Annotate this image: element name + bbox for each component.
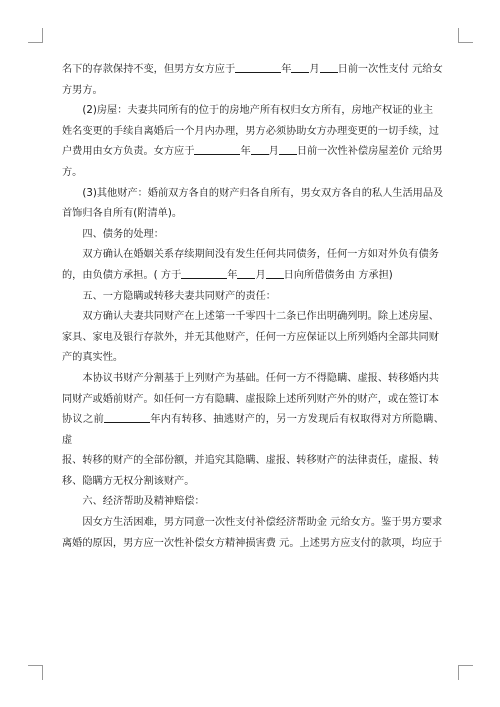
blank-month [251, 143, 269, 155]
text: 年 [227, 269, 238, 281]
text: 因女方生活困难，男方同意一次性支付补偿经济帮助金 元给女方。鉴于男方要求 [82, 517, 443, 529]
heading-debts [62, 225, 444, 246]
text: 四、债务的处理： [82, 228, 164, 240]
text: 名下的存款保持不变，但男方女方应于 [62, 64, 236, 75]
paragraph-savings [62, 60, 444, 101]
paragraph-house [62, 101, 444, 183]
text: 家具、家电及银行存款外，并无其他财产，任何一方应保证以上所列婚内全部共同财 [62, 331, 439, 343]
blank-year [181, 267, 227, 279]
crop-mark-top-right [458, 28, 473, 43]
text: (2)房屋：夫妻共同所有的位于的房地产所有权归女方所有，房地产权证的业主 [82, 105, 434, 117]
paragraph-compensation [62, 513, 444, 554]
text: 同财产或婚前财产。如任何一方有隐瞒、虚报除上述所列财产外的财产，或在签订本 [62, 393, 439, 405]
blank-year [194, 143, 240, 155]
text: 日前一次性支付 元给女 [337, 64, 443, 75]
text: 离婚的原因，男方应一次性补偿女方精神损害费 元。上述男方应支付的款项，均应于 [62, 537, 443, 549]
blank-day [320, 61, 338, 73]
heading-concealment [62, 287, 444, 308]
blank-day [266, 267, 284, 279]
crop-mark-top-left [28, 28, 43, 43]
text: 月 [255, 269, 266, 281]
text: 首饰归各自所有(附清单)。 [62, 208, 183, 220]
text: 六、经济帮助及精神赔偿： [82, 496, 205, 508]
paragraph-division-basis [62, 369, 444, 493]
text: (3)其他财产：婚前双方各自的财产归各自所有，男女双方各自的私人生活用品及 [82, 187, 444, 199]
text: 方。 [62, 166, 83, 178]
paragraph-confirmation [62, 307, 444, 369]
crop-mark-bottom-left [28, 665, 43, 680]
text: 年 [240, 146, 251, 158]
paragraph-other-property [62, 184, 444, 225]
document-body [62, 60, 444, 554]
blank-month [291, 61, 309, 73]
text: 双方确认在婚姻关系存续期间没有发生任何共同债务，任何一方如对外负有债务 [82, 249, 439, 261]
paragraph-debts [62, 245, 444, 286]
text: 本协议书财产分割基于上列财产为基础。任何一方不得隐瞒、虚报、转移婚内共 [82, 372, 439, 384]
text: 方男方。 [62, 84, 103, 96]
text: 日向所借债务由 方承担) [283, 269, 393, 281]
text: 日前一次性补偿房屋差价 元给男 [296, 146, 443, 158]
text: 月 [268, 146, 279, 158]
text: 年 [281, 64, 292, 75]
text: 协议之前 [62, 414, 104, 426]
blank-year [235, 61, 281, 73]
text: 移、隐瞒方无权分割该财产。 [62, 475, 195, 487]
blank-year [104, 411, 150, 423]
text: 姓名变更的手续自离婚后一个月内办理，男方必须协助女方办理变更的一切手续，过 [62, 125, 439, 137]
text: 年内有转移、抽逃财产的，另一方发现后有权取得对方所隐瞒、虚 [62, 414, 444, 446]
text: 产的真实性。 [62, 352, 124, 364]
text: 五、一方隐瞒或转移夫妻共同财产的责任： [82, 290, 276, 302]
text: 双方确认夫妻共同财产在上述第一千零四十二条已作出明确列明。除上述房屋、 [82, 311, 439, 323]
blank-day [279, 143, 297, 155]
text: 月 [309, 64, 320, 75]
text: 户费用由女方负责。女方应于 [62, 146, 195, 158]
crop-mark-bottom-right [458, 665, 473, 680]
text: 报、转移的财产的全部份额，并追究其隐瞒、虚报、转移财产的法律责任，虚报、转 [62, 455, 439, 467]
heading-compensation [62, 492, 444, 513]
text: 的，由负债方承担。( 方于 [62, 269, 182, 281]
blank-month [237, 267, 255, 279]
